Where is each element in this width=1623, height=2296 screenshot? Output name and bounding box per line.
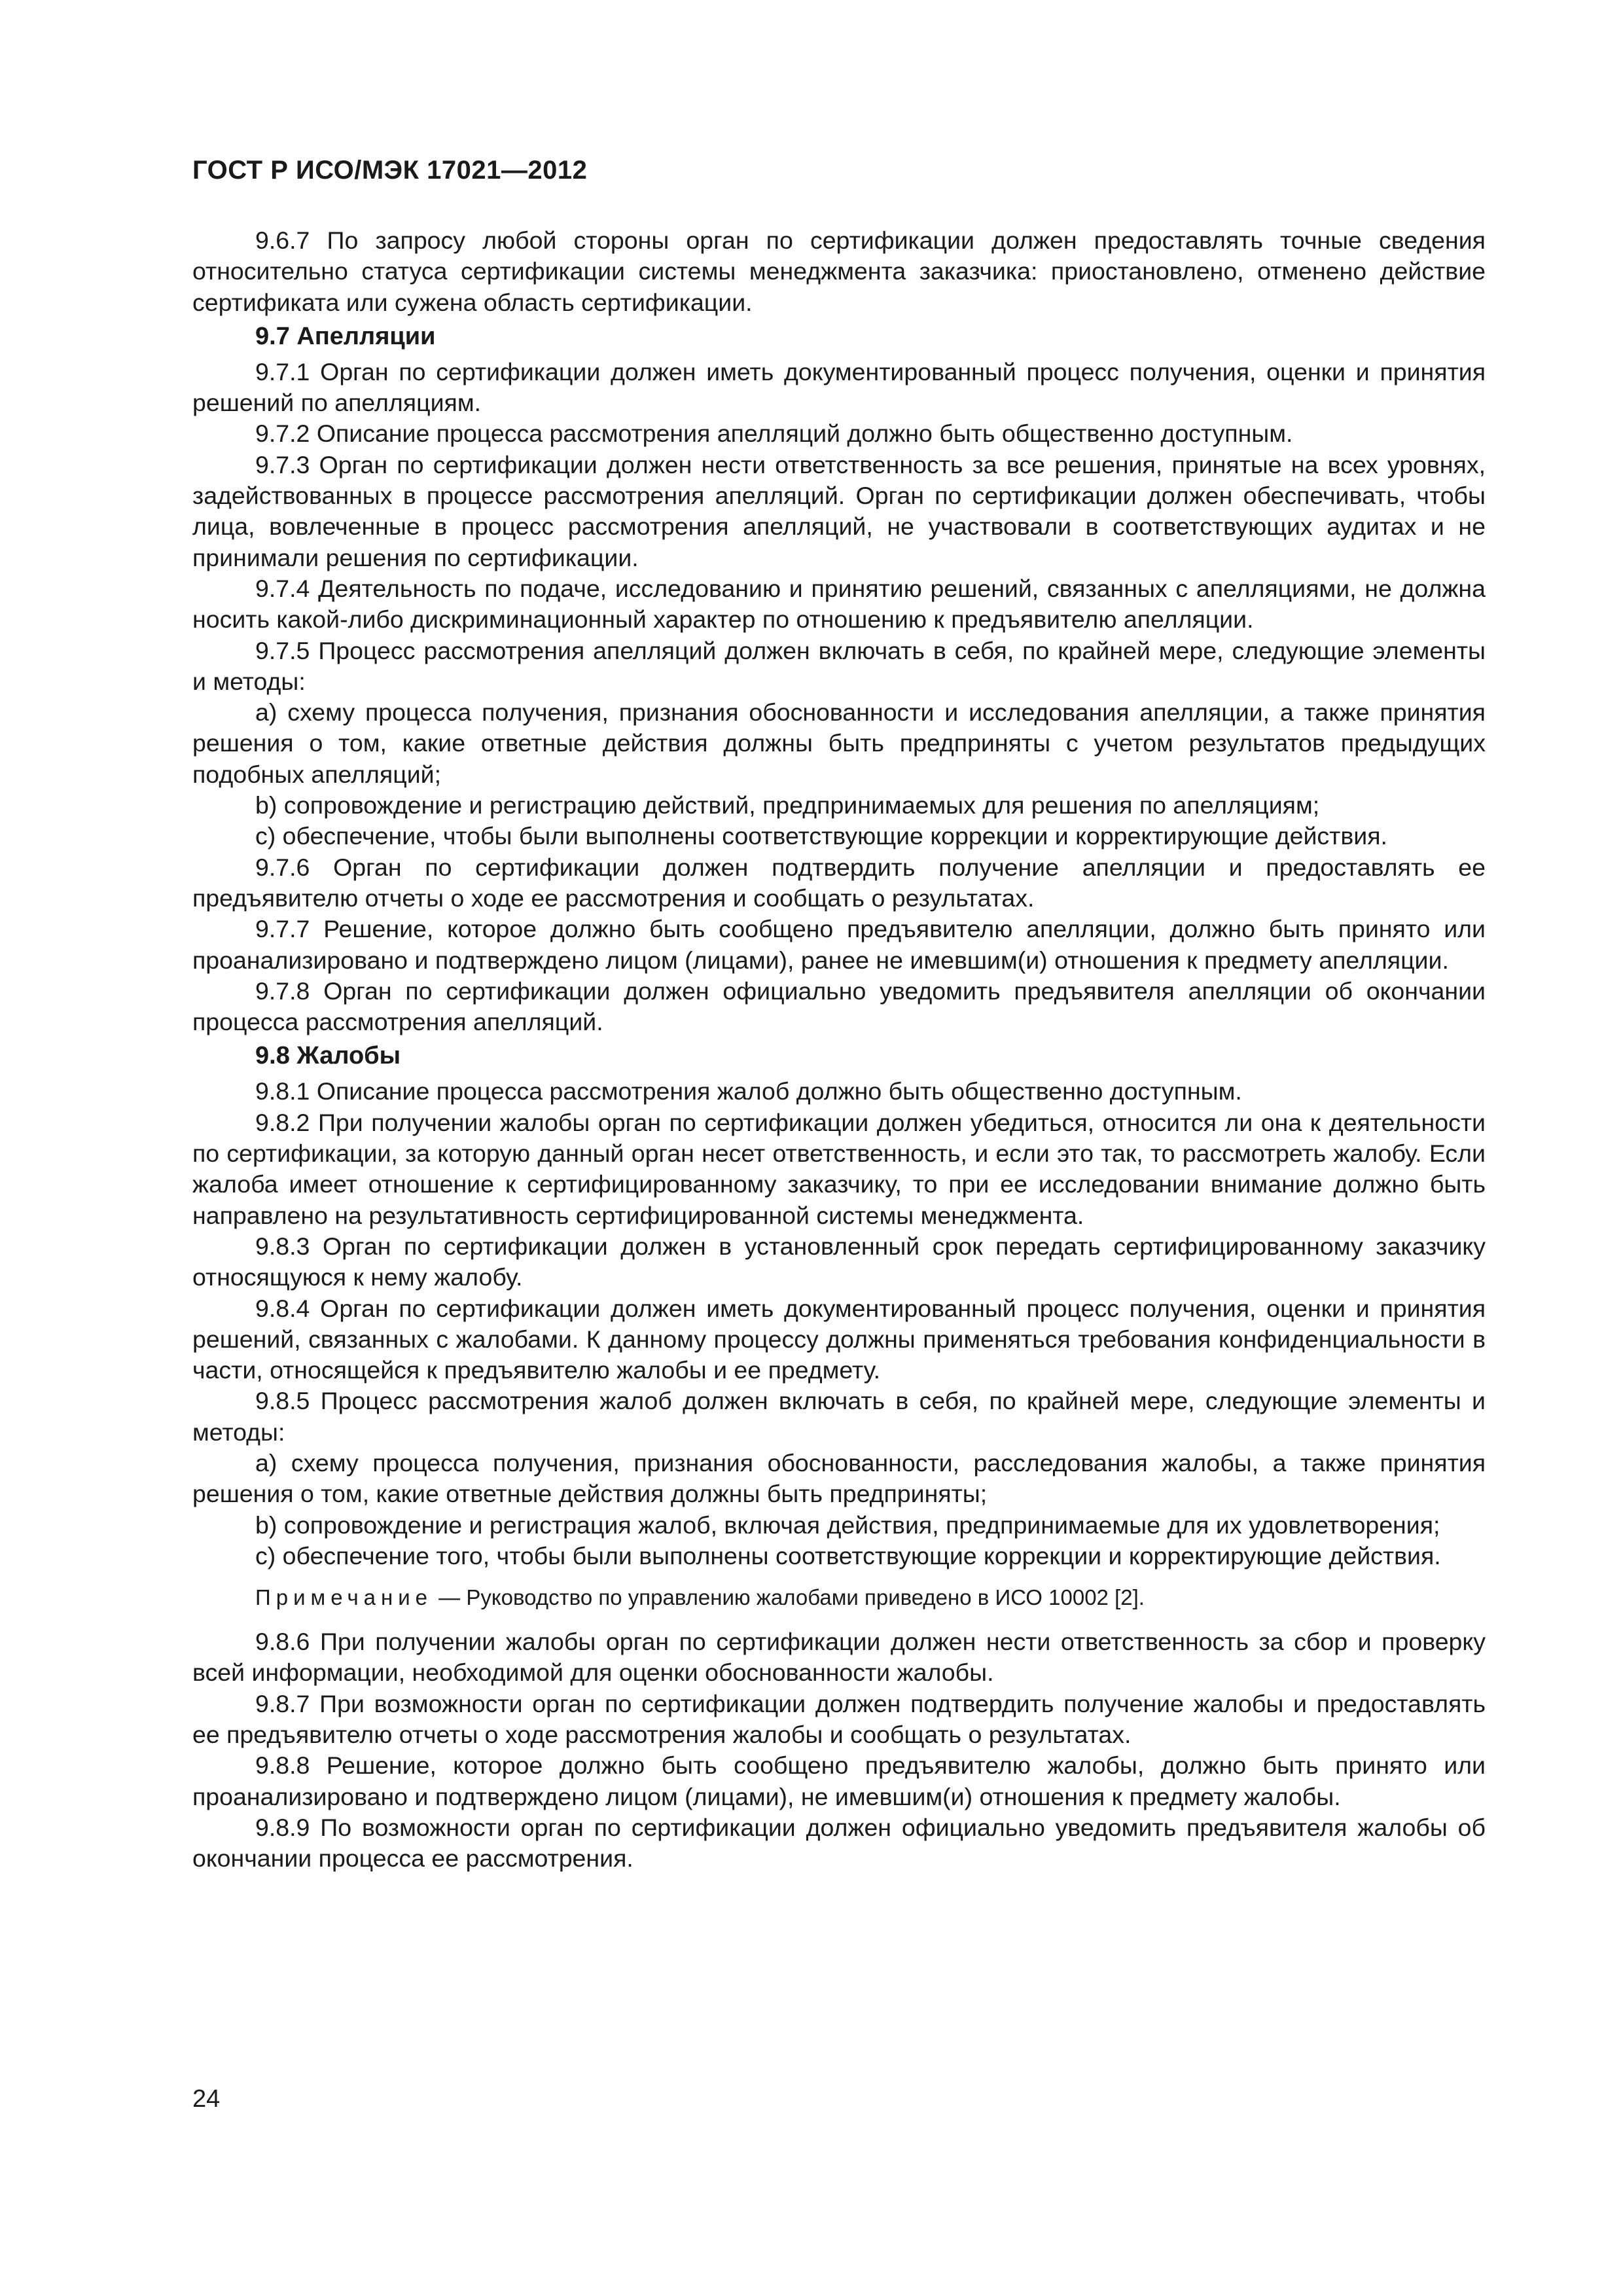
- page-number: 24: [192, 2085, 221, 2113]
- document-header: ГОСТ Р ИСО/МЭК 17021—2012: [192, 156, 588, 185]
- clause-9-6-7: 9.6.7 По запросу любой стороны орган по сертификации должен предоставлять точные сведения относительно статуса сертификации системы менеджмента заказчика: приостановлено, отменено действие сертификата или сужена область сертификации.: [192, 226, 1486, 316]
- clause-9-7-5: 9.7.5 Процесс рассмотрения апелляций должен включать в себя, по крайней мере, следующие элементы и методы:: [192, 636, 1486, 695]
- clause-9-8-2: 9.8.2 При получении жалобы орган по сертификации должен убедиться, относится ли она к деятельности по сертификации, за которую данный орган несет ответственность, и если это так, то рассмотреть жалобу. Если жалоба имеет отношение к сертифицированному заказчику, то при ее исследовании внимание должно быть направлено на результативность сертифицированной системы менеджмента.: [192, 1108, 1486, 1229]
- section-heading-appeals: 9.7 Апелляции: [255, 322, 436, 350]
- clause-9-7-5-item-c: c) обеспечение, чтобы были выполнены соответствующие коррекции и корректирующие действия.: [255, 822, 1387, 850]
- clause-9-7-7: 9.7.7 Решение, которое должно быть сообщено предъявителю апелляции, должно быть принято или проанализировано и подтверждено лицом (лицами), ранее не имевшим(и) отношения к предмету апелляции.: [192, 915, 1486, 974]
- clause-9-7-5-item-a: a) схему процесса получения, признания обоснованности и исследования апелляции, а также принятия решения о том, какие ответные действия должны быть предприняты с учетом результатов предыдущих подобных апелляций;: [192, 698, 1486, 788]
- clause-9-8-5-item-a: a) схему процесса получения, признания обоснованности, расследования жалобы, а также принятия решения о том, какие ответные действия должны быть предприняты;: [192, 1448, 1486, 1508]
- clause-9-8-9: 9.8.9 По возможности орган по сертификации должен официально уведомить предъявителя жалобы об окончании процесса ее рассмотрения.: [192, 1813, 1486, 1873]
- clause-9-8-1: 9.8.1 Описание процесса рассмотрения жалоб должно быть общественно доступным.: [255, 1077, 1242, 1105]
- clause-9-8-6: 9.8.6 При получении жалобы орган по сертификации должен нести ответственность за сбор и проверку всей информации, необходимой для оценки обоснованности жалобы.: [192, 1628, 1486, 1687]
- note-label: Примечание: [255, 1585, 433, 1610]
- section-heading-complaints: 9.8 Жалобы: [255, 1042, 401, 1070]
- clause-9-8-7: 9.8.7 При возможности орган по сертификации должен подтвердить получение жалобы и предоставлять ее предъявителю отчеты о ходе рассмотрения жалобы и сообщать о результатах.: [192, 1689, 1486, 1749]
- clause-9-7-5-item-b: b) сопровождение и регистрацию действий, предпринимаемых для решения по апелляциям;: [255, 791, 1320, 819]
- clause-9-7-4: 9.7.4 Деятельность по подаче, исследованию и принятию решений, связанных с апелляциями, не должна носить какой-либо дискриминационный характер по отношению к предъявителю апелляции.: [192, 574, 1486, 634]
- clause-9-8-3: 9.8.3 Орган по сертификации должен в установленный срок передать сертифицированному заказчику относящуюся к нему жалобу.: [192, 1232, 1486, 1291]
- clause-9-7-3: 9.7.3 Орган по сертификации должен нести ответственность за все решения, принятые на всех уровнях, задействованных в процессе рассмотрения апелляций. Орган по сертификации должен обеспечивать, чтобы лица, вовлеченные в процесс рассмотрения апелляций, не участвовали в соответствующих аудитах и не принимали решения по сертификации.: [192, 450, 1486, 571]
- clause-9-8-5-item-c: c) обеспечение того, чтобы были выполнены соответствующие коррекции и корректирующие действия.: [255, 1541, 1441, 1570]
- clause-9-8-8: 9.8.8 Решение, которое должно быть сообщено предъявителю жалобы, должно быть принято или проанализировано и подтверждено лицом (лицами), не имевшим(и) отношения к предмету жалобы.: [192, 1751, 1486, 1810]
- clause-9-8-5-item-b: b) сопровождение и регистрация жалоб, включая действия, предпринимаемые для их удовлетворения;: [255, 1511, 1440, 1539]
- document-body: [192, 225, 1486, 1874]
- clause-9-7-6: 9.7.6 Орган по сертификации должен подтвердить получение апелляции и предоставлять ее предъявителю отчеты о ходе ее рассмотрения и сообщать о результатах.: [192, 853, 1486, 912]
- clause-9-8-4: 9.8.4 Орган по сертификации должен иметь документированный процесс получения, оценки и принятия решений, связанных с жалобами. К данному процессу должны применяться требования конфиденциальности в части, относящейся к предъявителю жалобы и ее предмету.: [192, 1294, 1486, 1384]
- clause-9-7-8: 9.7.8 Орган по сертификации должен официально уведомить предъявителя апелляции об окончании процесса рассмотрения апелляций.: [192, 977, 1486, 1036]
- clause-9-8-5: 9.8.5 Процесс рассмотрения жалоб должен включать в себя, по крайней мере, следующие элементы и методы:: [192, 1387, 1486, 1446]
- clause-9-7-2: 9.7.2 Описание процесса рассмотрения апелляций должно быть общественно доступным.: [255, 420, 1293, 448]
- note-text: — Руководство по управлению жалобами приведено в ИСО 10002 [2].: [433, 1585, 1145, 1610]
- note: [192, 1583, 1486, 1612]
- clause-9-7-1: 9.7.1 Орган по сертификации должен иметь документированный процесс получения, оценки и принятия решений по апелляциям.: [192, 357, 1486, 417]
